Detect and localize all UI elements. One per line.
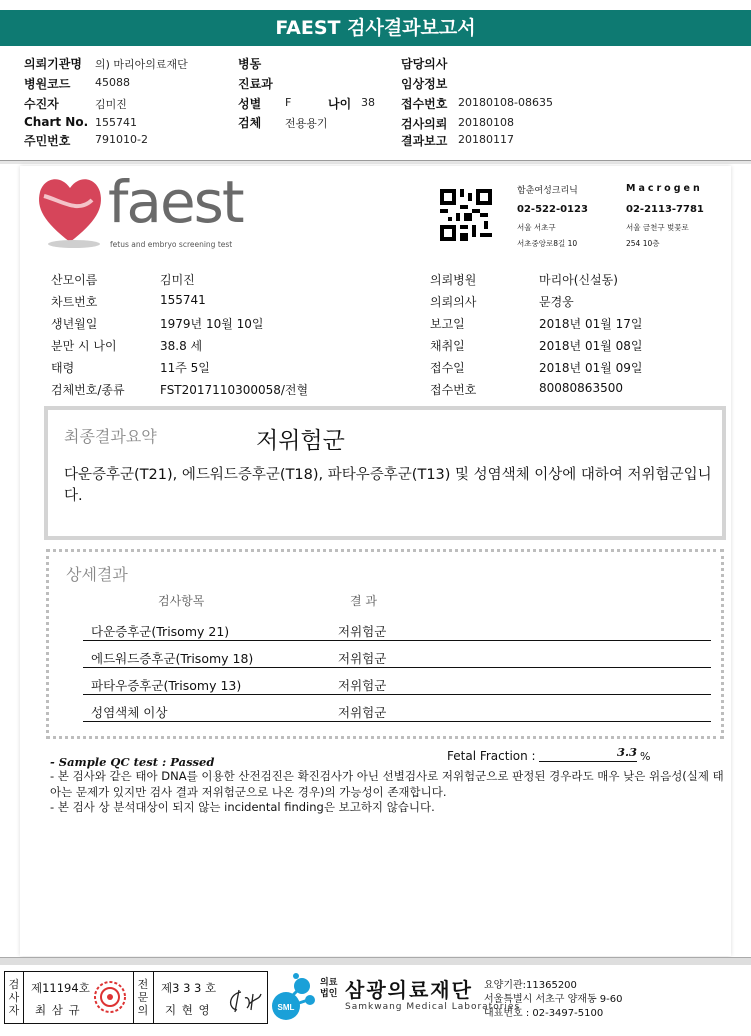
specialist-name: 지 현 영 <box>165 1003 211 1017</box>
lab1-address-1: 서울 서초구 <box>517 223 556 232</box>
mother-name-value: 김미진 <box>160 273 195 287</box>
row-item: 에드워드증후군(Trisomy 18) <box>91 651 254 666</box>
fetal-fraction-unit: % <box>640 750 651 763</box>
row-item: 성염색체 이상 <box>91 705 168 720</box>
report-title: FAEST 검사결과보고서 <box>0 10 751 46</box>
referring-hospital-value: 마리아(신설동) <box>539 273 618 287</box>
sml-name: 삼광의료재단 <box>345 978 473 1002</box>
lab1-phone: 02-522-0123 <box>517 204 588 215</box>
table-row <box>83 614 711 641</box>
fetal-fraction-underline <box>539 761 637 762</box>
receipt-no-label: 접수번호 <box>401 97 448 111</box>
chart-no-value: 155741 <box>95 116 137 129</box>
stamp-divider <box>153 972 154 1023</box>
delivery-age-label: 분만 시 나이 <box>51 339 117 353</box>
receipt-number-value: 80080863500 <box>539 381 623 395</box>
lab2-phone: 02-2113-7781 <box>626 204 704 215</box>
chart-number-value: 155741 <box>160 293 206 307</box>
birthdate-label: 생년월일 <box>51 317 98 331</box>
row-result: 저위험군 <box>338 651 387 666</box>
collection-day-value: 2018년 01월 08일 <box>539 339 643 353</box>
qr-code-icon <box>440 189 492 241</box>
lab2-address-1: 서울 금천구 벚꽃로 <box>626 223 689 232</box>
ward-label: 병동 <box>238 57 262 71</box>
report-date-value: 20180117 <box>458 133 514 146</box>
footer-divider <box>0 957 751 965</box>
sml-institution-code: 요양기관:11365200 <box>484 980 577 991</box>
row-result: 저위험군 <box>338 705 387 720</box>
fetal-fraction-label: Fetal Fraction : <box>447 749 536 763</box>
receipt-number-label: 접수번호 <box>430 383 477 397</box>
disclaimer-note-1: - 본 검사와 같은 태아 DNA를 이용한 산전검진은 확진검사가 아닌 선별검사로 저위험군으로 판정된 경우라도 매우 낮은 위음성(실제 태아는 문제가 있지만 검사 결과 저위험군으로 나온 경우)의 가능성이 존재합니다. <box>50 769 724 799</box>
receipt-day-label: 접수일 <box>430 361 465 375</box>
doctor-label: 담당의사 <box>401 57 448 71</box>
row-result: 저위험군 <box>338 678 387 693</box>
sex-label: 성별 <box>238 97 262 111</box>
fetal-fraction-value: 3.3 <box>617 745 638 759</box>
specimen-id-label: 검체번호/종류 <box>51 383 125 397</box>
sml-logo-icon <box>270 972 318 1024</box>
request-date-value: 20180108 <box>458 116 514 129</box>
chart-number-label: 차트번호 <box>51 295 98 309</box>
age-value: 38 <box>361 96 375 109</box>
column-header-item: 검사항목 <box>158 594 205 608</box>
logo-subtitle: fetus and embryo screening test <box>110 240 233 249</box>
patient-value: 김미진 <box>95 98 127 111</box>
resident-no-value: 791010-2 <box>95 133 148 146</box>
disclaimer-note-2: - 본 검사 상 분석대상이 되지 않는 incidental finding은 보고하지 않습니다. <box>50 800 435 814</box>
stamp-divider <box>23 972 24 1023</box>
lab2-address-2: 254 10층 <box>626 239 660 248</box>
birthdate-value: 1979년 10월 10일 <box>160 317 264 331</box>
sex-value: F <box>285 96 292 109</box>
table-row <box>83 695 711 722</box>
sml-english-name: Samkwang Medical Laboratories <box>345 1002 521 1012</box>
hospital-code-label: 병원코드 <box>24 77 71 91</box>
chart-no-label: Chart No. <box>24 115 89 129</box>
report-day-label: 보고일 <box>430 317 465 331</box>
specialist-vertical-label: 전문의 <box>137 978 149 1017</box>
sml-corporation-type: 의료법인 <box>320 978 338 999</box>
report-day-value: 2018년 01월 17일 <box>539 317 643 331</box>
referring-doctor-value: 문경웅 <box>539 295 574 309</box>
resident-no-label: 주민번호 <box>24 134 71 148</box>
collection-day-label: 채취일 <box>430 339 465 353</box>
lab1-address-2: 서초중앙로8길 10 <box>517 239 578 248</box>
lab2-name: Macrogen <box>626 183 703 194</box>
signature-box <box>4 971 268 1024</box>
age-label: 나이 <box>328 97 352 111</box>
specimen-label: 검체 <box>238 116 262 130</box>
qc-status: - Sample QC test : Passed <box>50 755 215 769</box>
table-row <box>83 668 711 695</box>
seal-stamp-icon <box>93 980 127 1014</box>
gestational-age-value: 11주 5일 <box>160 361 210 375</box>
lab1-name: 함춘여성크리닉 <box>517 186 578 196</box>
specimen-value: 전용용기 <box>285 117 328 130</box>
receipt-day-value: 2018년 01월 09일 <box>539 361 643 375</box>
signature-icon <box>223 986 263 1016</box>
summary-result: 저위험군 <box>256 428 345 454</box>
mother-name-label: 산모이름 <box>51 273 98 287</box>
heart-logo-icon <box>34 170 106 250</box>
header-divider <box>0 160 751 164</box>
hospital-name-value: 의) 마리아의료재단 <box>95 58 188 71</box>
request-date-label: 검사의뢰 <box>401 117 448 131</box>
summary-text: 다운증후군(T21), 에드워드증후군(T18), 파타우증후군(T13) 및 성염색체 이상에 대하여 저위험군입니다. <box>64 467 712 504</box>
detail-heading: 상세결과 <box>66 565 128 584</box>
summary-heading: 최종결과요약 <box>64 427 157 446</box>
inspector-vertical-label: 검사자 <box>8 978 20 1017</box>
specialist-id: 제3 3 3 호 <box>161 981 217 995</box>
delivery-age-value: 38.8 세 <box>160 339 203 353</box>
logo-wordmark: faest <box>108 168 243 236</box>
report-date-label: 결과보고 <box>401 134 448 148</box>
stamp-divider <box>133 972 134 1023</box>
row-item: 다운증후군(Trisomy 21) <box>91 624 230 639</box>
inspector-name: 최 삼 규 <box>35 1003 81 1017</box>
table-row <box>83 641 711 668</box>
referring-hospital-label: 의뢰병원 <box>430 273 477 287</box>
column-header-result: 결 과 <box>350 594 377 608</box>
row-item: 파타우증후군(Trisomy 13) <box>91 678 242 693</box>
hospital-code-value: 45088 <box>95 76 130 89</box>
gestational-age-label: 태령 <box>51 361 75 375</box>
sml-phone: 대표번호 : 02-3497-5100 <box>484 1008 604 1019</box>
sml-address: 서울특별시 서초구 양재동 9-60 <box>484 994 623 1005</box>
patient-label: 수진자 <box>24 97 59 111</box>
hospital-name-label: 의뢰기관명 <box>24 57 82 71</box>
clinical-info-label: 임상정보 <box>401 77 448 91</box>
inspector-id: 제11194호 <box>31 981 90 995</box>
referring-doctor-label: 의뢰의사 <box>430 295 477 309</box>
department-label: 진료과 <box>238 77 273 91</box>
row-result: 저위험군 <box>338 624 387 639</box>
sml-logo-text: SML <box>277 1003 295 1012</box>
specimen-id-value: FST2017110300058/전혈 <box>160 383 309 397</box>
receipt-no-value: 20180108-08635 <box>458 96 553 109</box>
